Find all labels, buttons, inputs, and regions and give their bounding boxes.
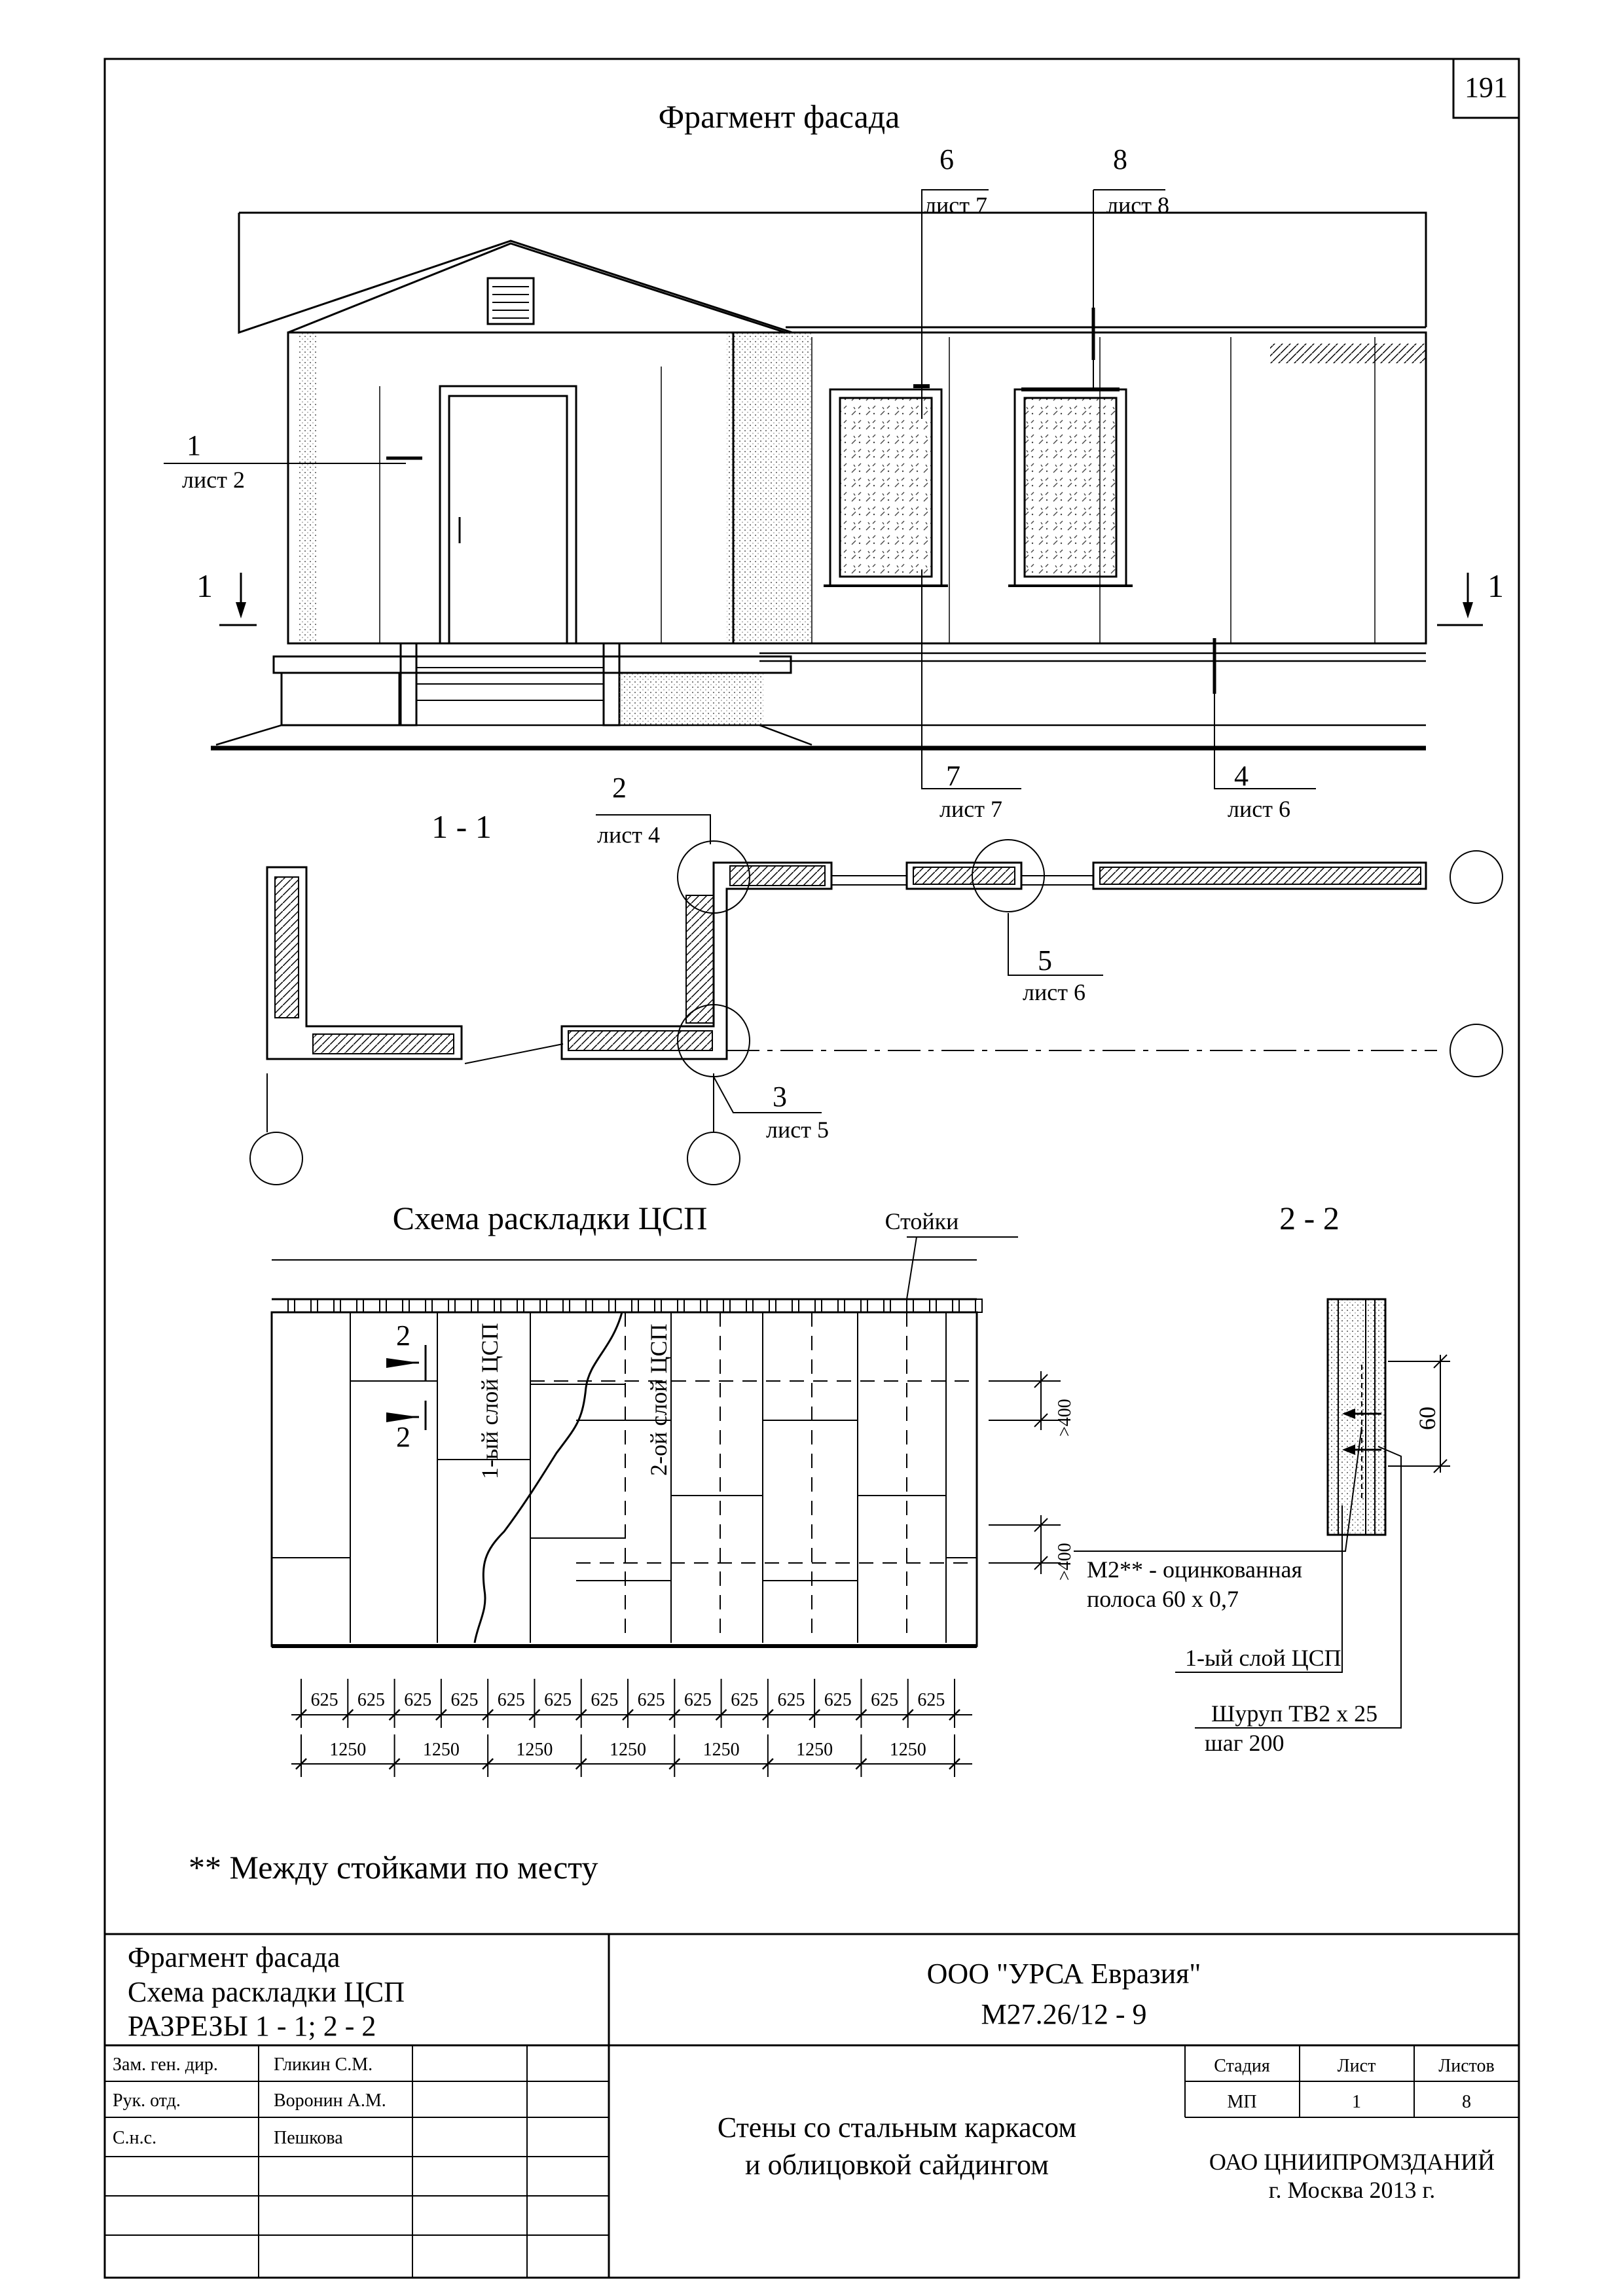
section-mark-left: 1 [196,567,213,604]
wall-shading-left [298,332,318,643]
stud-tick [426,1299,432,1312]
spacing-dim-upper: >400 [1055,1399,1075,1437]
plan-callout-2-sheet: лист 4 [597,821,660,848]
sheet-title-line1: Фрагмент фасада [128,1941,340,1973]
sheets-header: Листов [1438,2056,1495,2076]
dim-chain-625 [296,1679,960,1728]
annex-wall [288,332,733,643]
project-title-line2: и облицовкой сайдингом [745,2149,1049,2181]
door-leaf [449,396,567,643]
gable-vent [488,278,534,324]
dim-1250-label: 1250 [796,1740,833,1760]
stud-tick [471,1299,478,1312]
axis-bubble-left [250,1132,302,1185]
section-2-2-wall [1328,1299,1385,1535]
name-2: Воронин А.М. [274,2090,386,2111]
project-title-line1: Стены со стальным каркасом [717,2111,1077,2144]
stud-tick [403,1299,409,1312]
stud-tick [563,1299,570,1312]
layout-scheme-title: Схема раскладки ЦСП [392,1200,708,1236]
sheets-value: 8 [1462,2092,1471,2112]
stud-tick [311,1299,318,1312]
callout-4-num: 4 [1234,760,1249,792]
plan-callout-2-num: 2 [612,772,627,804]
axis-bubble-top-right [1450,851,1503,903]
dim-625-label: 625 [544,1690,572,1710]
stud-tick [540,1299,547,1312]
porch-slab [274,656,791,673]
callout-8-sheet: лист 8 [1106,192,1169,219]
stud-tick [357,1299,363,1312]
dim-625-label: 625 [591,1690,619,1710]
window-right-glass [1025,398,1116,577]
stud-tick [517,1299,524,1312]
callout-4-sheet: лист 6 [1228,796,1290,822]
plan-callout-3-sheet: лист 5 [766,1117,829,1143]
callout-1-sheet: лист 2 [182,467,245,493]
stud-tick [838,1299,845,1312]
axis-bubble-middle [687,1132,740,1185]
dim-625-label: 625 [731,1690,759,1710]
city-year: г. Москва 2013 г. [1268,2177,1436,2203]
stud-tick [288,1299,295,1312]
dim-625-label: 625 [404,1690,432,1710]
section-1-1-plan [250,772,1503,1185]
layer2-panels [576,1312,977,1643]
dim-1250-label: 1250 [702,1740,740,1760]
stud-tick [769,1299,776,1312]
facade-view [164,98,1504,822]
stud-tick [494,1299,501,1312]
spacing-dim-lower: >400 [1055,1543,1075,1581]
plinth-left [282,673,399,725]
layer2-label: 2-ой слой ЦСП [646,1323,672,1476]
layer1-panels [272,1312,625,1643]
callout-6-num: 6 [939,143,954,175]
m2-label-line1: М2** - оцинкованная [1087,1556,1303,1583]
section-2-2-title: 2 - 2 [1279,1200,1340,1236]
grade-slope [216,725,812,745]
layer-label-22: 1-ый слой ЦСП [1185,1645,1341,1671]
dim-625-label: 625 [684,1690,712,1710]
sheet-header: Лист [1337,2056,1376,2076]
dim-625-label: 625 [917,1690,945,1710]
footnote: ** Между стойками по месту [189,1849,598,1886]
stud-tick [815,1299,822,1312]
studs-label: Стойки [884,1208,959,1234]
stud-tick [953,1299,959,1312]
wall-shading-corner [727,332,812,643]
name-3: Пешкова [274,2128,343,2148]
section-2-2 [1074,1200,1450,1756]
organization: ОАО ЦНИИПРОМЗДАНИЙ [1209,2149,1495,2175]
stud-tick [586,1299,593,1312]
roof-eave-line [239,213,1426,327]
csp-layout-scheme [272,1200,1075,1777]
stud-tick [930,1299,936,1312]
stud-tick [701,1299,707,1312]
gable-outline [288,243,786,332]
callout-1-num: 1 [187,429,201,461]
dim-1250-label: 1250 [422,1740,460,1760]
cut-mark-2-lower: 2 [396,1421,410,1453]
stud-tick [678,1299,684,1312]
role-1: Зам. ген. дир. [113,2054,218,2075]
dim-1250-label: 1250 [516,1740,553,1760]
plan-callout-3-num: 3 [773,1081,787,1113]
door-frame [440,386,576,643]
callout-7-sheet: лист 7 [939,796,1002,822]
role-2: Рук. отд. [113,2090,181,2111]
facade-title: Фрагмент фасада [658,98,900,135]
callout-7-num: 7 [946,760,960,792]
sheet-title-line2: Схема раскладки ЦСП [128,1976,405,2008]
section-mark-right: 1 [1487,567,1504,604]
plan-callout-5-num: 5 [1038,944,1052,977]
stud-tick [655,1299,661,1312]
stud-tick [723,1299,730,1312]
plinth-shading [619,673,763,725]
stage-value: МП [1227,2092,1257,2112]
stage-header: Стадия [1214,2056,1270,2076]
dim-625-label: 625 [310,1690,338,1710]
axis-bubble-bottom-right [1450,1024,1503,1077]
dim-625-label: 625 [871,1690,899,1710]
layer1-label: 1-ый слой ЦСП [477,1323,503,1479]
brick-patch [1270,344,1426,363]
dim-1250-label: 1250 [329,1740,367,1760]
stud-tick [907,1299,913,1312]
dim-625-label: 625 [357,1690,385,1710]
dim-1250-label: 1250 [889,1740,926,1760]
m2-label-line2: полоса 60 х 0,7 [1087,1586,1239,1612]
stud-tick [380,1299,386,1312]
sheet-value: 1 [1352,2092,1361,2112]
stud-tick [448,1299,455,1312]
dim-chain-1250 [296,1734,960,1777]
sheet-title-line3: РАЗРЕЗЫ 1 - 1; 2 - 2 [128,2010,376,2042]
stud-tick [884,1299,890,1312]
role-3: С.н.с. [113,2128,157,2148]
stud-tick [976,1299,982,1312]
stud-tick [632,1299,638,1312]
stud-tick [792,1299,799,1312]
roof-outline [239,213,1426,332]
name-1: Гликин С.М. [274,2054,373,2075]
stud-tick [609,1299,615,1312]
dim-1250-label: 1250 [610,1740,646,1760]
stud-ticks [288,1299,982,1312]
stud-tick [746,1299,753,1312]
panel-field [272,1312,977,1646]
dim-625-label: 625 [824,1690,852,1710]
company-name: ООО "УРСА Евразия" [926,1958,1201,1990]
dim-625-label: 625 [777,1690,805,1710]
dim-60: 60 [1414,1407,1440,1430]
dim-625-label: 625 [497,1690,525,1710]
screw-label-line2: шаг 200 [1205,1730,1285,1756]
document-code: М27.26/12 - 9 [981,1998,1147,2030]
cut-mark-2-upper: 2 [396,1319,410,1352]
screw-label-line1: Шуруп ТВ2 х 25 [1211,1700,1378,1727]
stud-tick [334,1299,340,1312]
page-number: 191 [1465,71,1508,103]
callout-8-num: 8 [1113,143,1127,175]
section-1-1-title: 1 - 1 [431,808,492,845]
window-left-glass [840,398,932,577]
dim-625-label: 625 [450,1690,479,1710]
plan-callout-5-sheet: лист 6 [1023,979,1085,1005]
dim-625-label: 625 [637,1690,665,1710]
callout-6-sheet: лист 7 [924,192,987,219]
stud-tick [861,1299,867,1312]
